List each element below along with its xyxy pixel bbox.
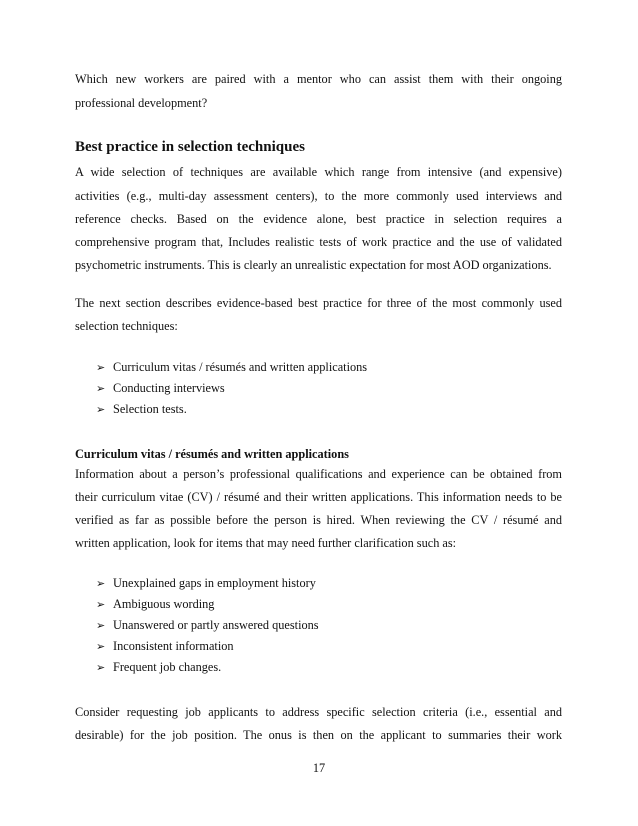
arrow-bullet-icon: ➢ [96,381,106,395]
paragraph-line: comprehensive program that, Includes realistic tests of work practice and the use of validated [75,235,562,249]
list-item [96,619,319,631]
section-heading-best-practice: Best practice in selection techniques [75,139,305,155]
list-item-label: Ambiguous wording [113,597,215,611]
section-heading-curriculum-vitas: Curriculum vitas / résumés and written applications [75,447,349,461]
paragraph-line: A wide selection of techniques are available which range from intensive (and expensive) [75,165,562,179]
list-item [96,661,221,673]
list-item [96,403,187,415]
list-item [96,640,234,652]
list-item-label: Unanswered or partly answered questions [113,618,319,632]
paragraph-line: Information about a person’s professional qualifications and experience can be obtained from [75,467,562,481]
arrow-bullet-icon: ➢ [96,360,106,374]
intro-line-1: Which new workers are paired with a mentor who can assist them with their ongoing [75,72,562,86]
paragraph-line: their curriculum vitae (CV) / résumé and their written applications. This information needs to be [75,490,562,504]
list-item [96,598,214,610]
page-number: 17 [312,761,326,775]
paragraph-line: written application, look for items that may need further clarification such as: [75,536,457,550]
paragraph-line: selection techniques: [75,319,178,333]
list-item-label: Curriculum vitas / résumés and written applications [113,360,368,374]
list-item-label: Frequent job changes. [113,660,222,674]
list-item [96,361,367,373]
list-item [96,382,225,394]
paragraph-line: activities (e.g., multi-day assessment centers), to the more commonly used interviews and [75,189,562,203]
arrow-bullet-icon: ➢ [96,660,106,674]
paragraph-line: psychometric instruments. This is clearly an unrealistic expectation for most AOD organizations. [75,258,552,272]
arrow-bullet-icon: ➢ [96,597,106,611]
arrow-bullet-icon: ➢ [96,618,106,632]
list-item [96,577,316,589]
list-item-label: Inconsistent information [113,639,234,653]
arrow-bullet-icon: ➢ [96,576,106,590]
paragraph-line: Consider requesting job applicants to address specific selection criteria (i.e., essential and [75,705,562,719]
list-item-label: Unexplained gaps in employment history [113,576,316,590]
paragraph-line: The next section describes evidence-based best practice for three of the most commonly used [75,296,562,310]
arrow-bullet-icon: ➢ [96,402,106,416]
intro-line-2: professional development? [75,96,208,110]
paragraph-line: verified as far as possible before the person is hired. When reviewing the CV / résumé and [75,513,562,527]
paragraph-line: reference checks. Based on the evidence alone, best practice in selection requires a [75,212,562,226]
list-item-label: Conducting interviews [113,381,225,395]
arrow-bullet-icon: ➢ [96,639,106,653]
paragraph-line: desirable) for the job position. The onus is then on the applicant to summaries their work [75,728,562,742]
list-item-label: Selection tests. [113,402,187,416]
